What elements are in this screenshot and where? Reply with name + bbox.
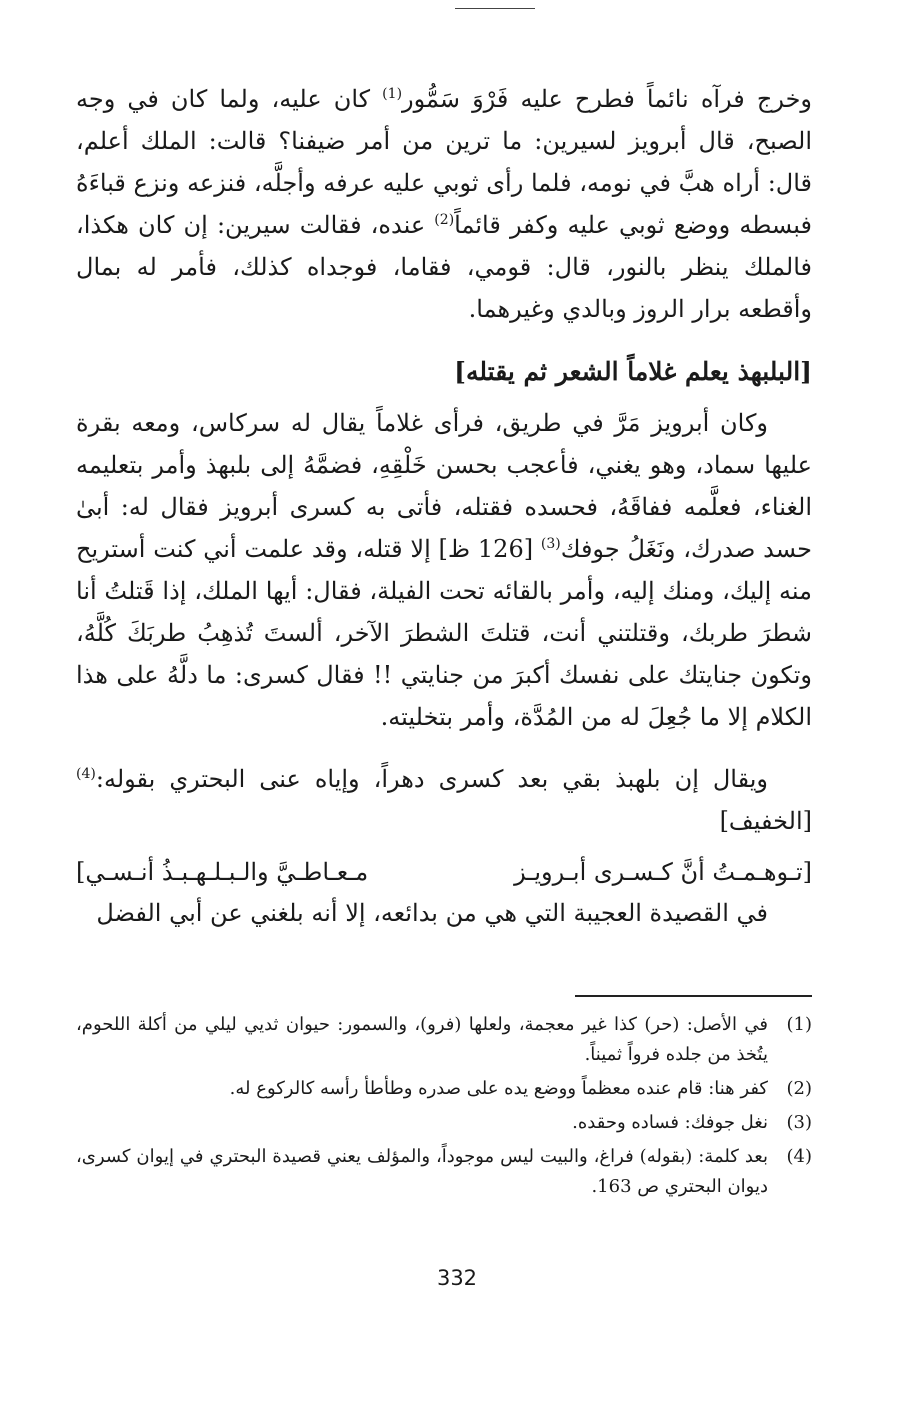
paragraph-2: وكان أبرويز مَرَّ في طريق، فرأى غلاماً يقال له سركاس، ومعه بقرة عليها سماد، وهو يغني، فأعجب بحسن خَلْقِهِ، فضمَّهُ إلى بلبهذ وأمر بتعليمه الغناء، فعلَّمه ففاقَهُ، فحسده فقتله، فأتى به كسرى أبرويز فقال له: أبىٰ حسد صدرك، ونَغَلُ جوفك$^{(3)}$ [126 ظ] إلا قتله، وقد علمت أني كنت أستريح منه إليك، ومنك إليه، وأمر بالقائه تحت الفيلة، فقال: أيها الملك، إذا قَتلتُ أنا شطرَ طربك، وقتلتني أنت، قتلتَ الشطرَ الآخر، ألستَ تُذهِبُ طربَكَ كُلَّهُ، وتكون جنايتك على نفسك أكبرَ من جنايتي !! فقال كسرى: ما دلَّهُ على هذا الكلام إلا ما جُعِلَ له من المُدَّة، وأمر بتخليته. <box>76 409 812 731</box>
footnote-number: (4) <box>786 1146 812 1167</box>
footnote <box>76 1108 812 1138</box>
footnote-number: (3) <box>786 1112 812 1133</box>
footnote-ref-1: (1) <box>382 86 403 102</box>
paragraph-1: وخرج فرآه نائماً فطرح عليه فَرْوَ سَمُّور$^{(1)}$ كان عليه، ولما كان في وجه الصبح، قال أبرويز لسيرين: ما ترين من أمر ضيفنا؟ قالت: الملك أعلم، قال: أراه هبَّ في نومه، فلما رأى ثوبي عليه عرفه وأجلَّه، فنزعه ونزع قباءَهُ فبسطه ووضع ثوبي عليه وكفر قائماً$^{(2)}$ عنده، فقالت سيرين: إن كان هكذا، فالملك ينظر بالنور، قال: قومي، فقاما، فوجداه كذلك، فأمر له بمال وأقطعه برار الروز وبالدي وغيرهما. <box>76 85 813 323</box>
verse-second-hemistich: مـعـاطـيَّ والـبـلـهـبـذُ أنـسـي] <box>76 858 369 886</box>
footnote-ref-4: (4) <box>76 766 96 782</box>
footnotes <box>76 1010 812 1206</box>
page-number: 332 <box>436 1266 478 1290</box>
footnote-ref-2: (2) <box>434 212 455 228</box>
footnote <box>76 1074 812 1104</box>
footnote-number: (2) <box>786 1078 812 1099</box>
footnote-text: نغل جوفك: فساده وحقده. <box>572 1112 768 1133</box>
footnote-ref-3: (3) <box>540 536 561 552</box>
poem-verse <box>76 852 812 892</box>
footnote-number: (1) <box>786 1014 812 1035</box>
footnote-text: في الأصل: (حر) كذا غير معجمة، ولعلها (فرو)، والسمور: حيوان ثديي ليلي من أكلة اللحوم، يتُخذ من جلده فرواً ثميناً. <box>76 1014 768 1065</box>
section-heading: [البلبهذ يعلم غلاماً الشعر ثم يقتله] <box>454 357 812 386</box>
paragraph-3: ويقال إن بلهبذ بقي بعد كسرى دهراً، وإياه عنى البحتري بقوله:$^{(4)}$ [الخفيف] <box>76 765 812 835</box>
footnote-text: بعد كلمة: (بقوله) فراغ، والبيت ليس موجوداً، والمؤلف يعني قصيدة البحتري في إيوان كسرى، ديوان البحتري ص 163. <box>76 1146 768 1197</box>
paragraph-4: في القصيدة العجيبة التي هي من بدائعه، إلا أنه بلغني عن أبي الفضل <box>96 899 768 927</box>
top-rule <box>455 8 535 9</box>
footnote-separator <box>575 995 812 997</box>
verse-first-hemistich: [تـوهـمـتُ أنَّ كـسـرى أبـرويـز <box>514 858 812 886</box>
footnote <box>76 1142 812 1202</box>
footnote-text: كفر هنا: قام عنده معظماً ووضع يده على صدره وطأطأ رأسه كالركوع له. <box>229 1078 768 1099</box>
footnote <box>76 1010 812 1070</box>
